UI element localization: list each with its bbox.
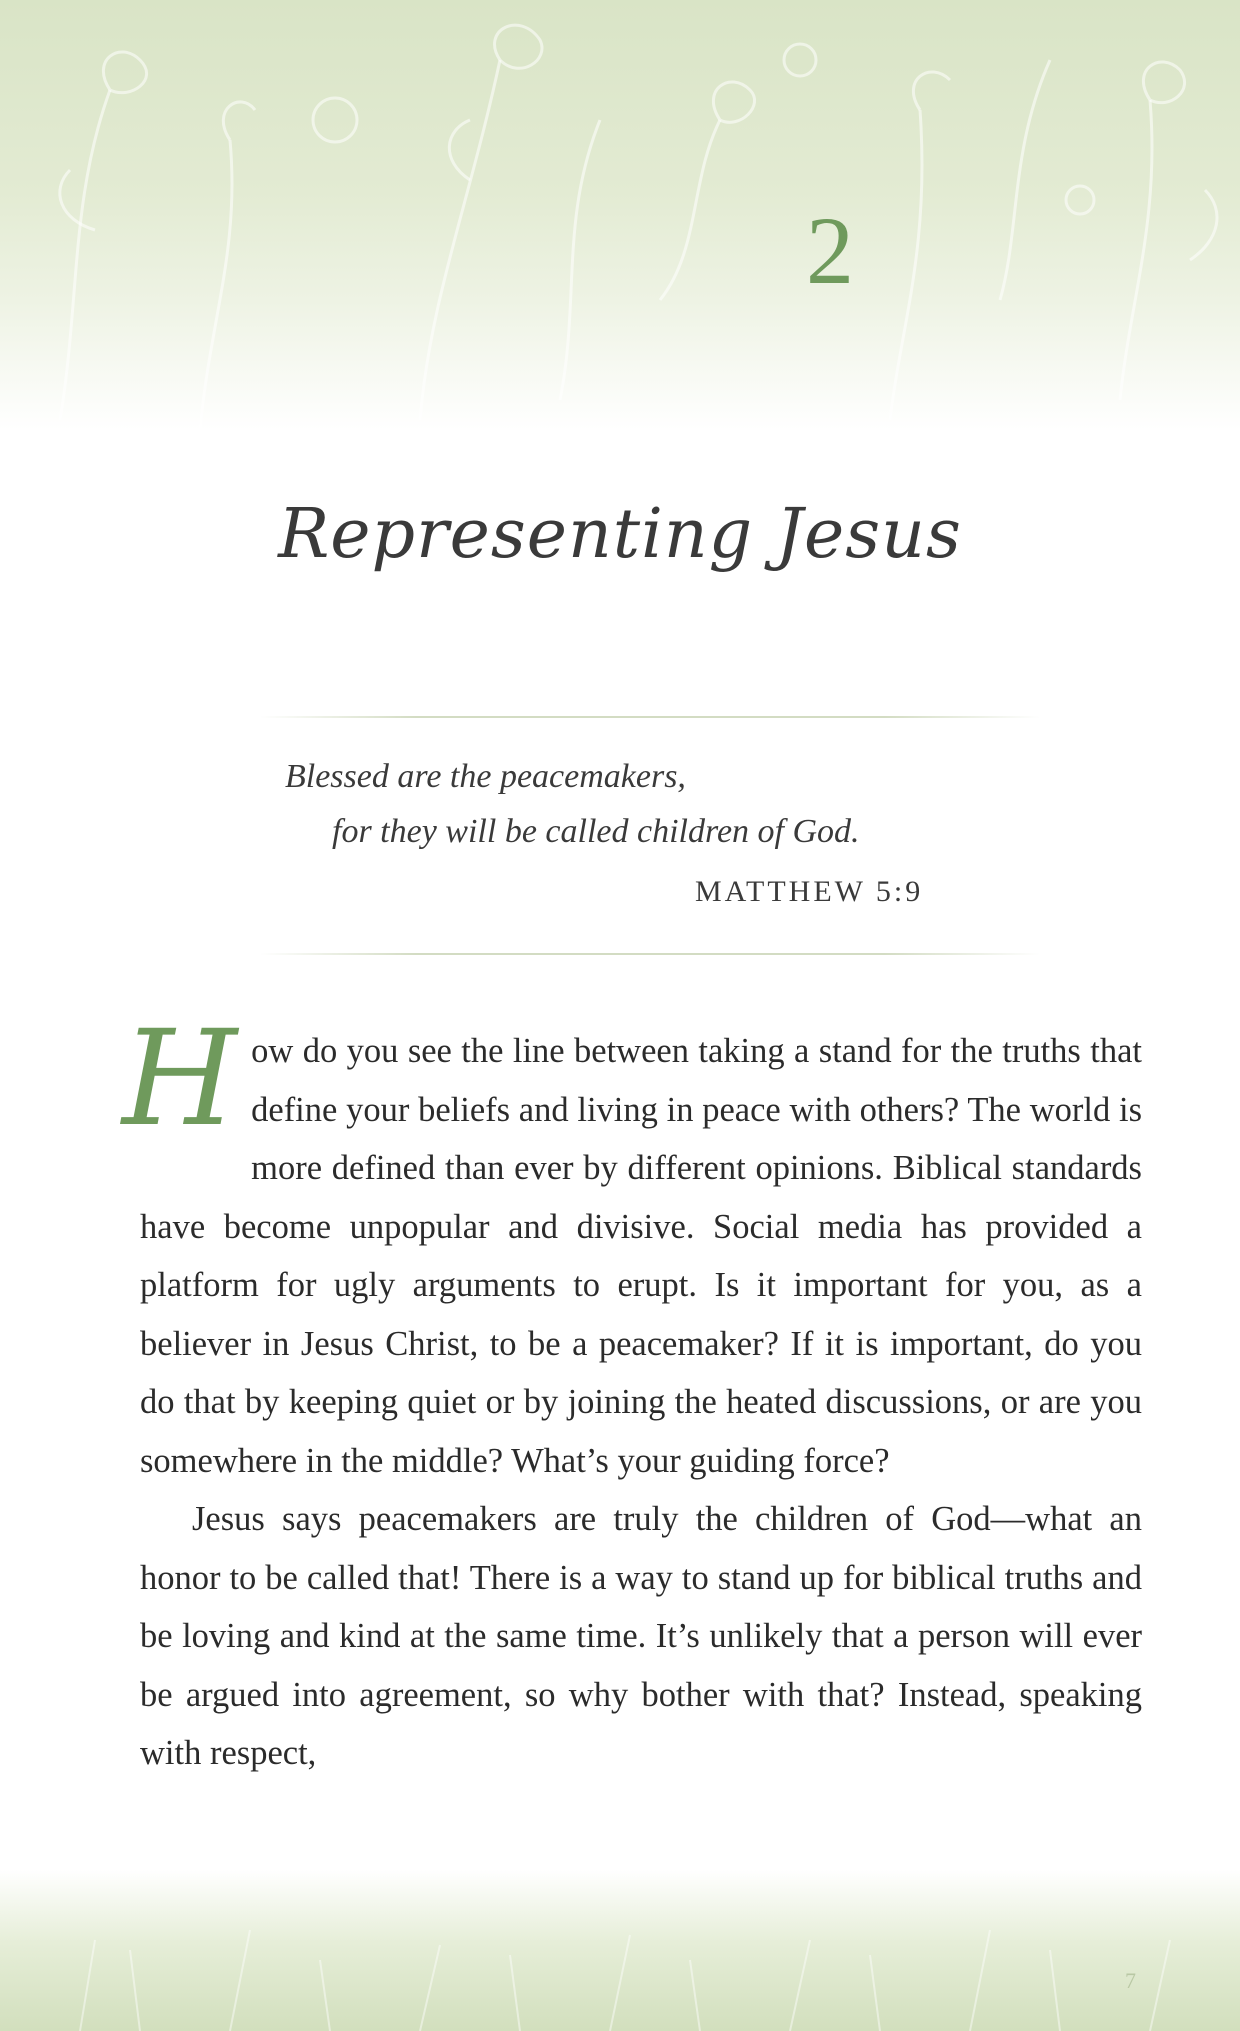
- grass-footer-band: [0, 1870, 1240, 2031]
- chapter-number: 2: [806, 197, 854, 304]
- epigraph-line-1: Blessed are the peacemakers,: [285, 758, 686, 795]
- grass-illustration: [0, 1870, 1240, 2031]
- chapter-title: Representing Jesus: [278, 495, 962, 574]
- divider-top: [260, 716, 1040, 718]
- botanical-illustration: [0, 0, 1240, 430]
- paragraph-1: [122, 1002, 1142, 1490]
- page-number: 7: [1125, 1968, 1136, 1993]
- epigraph-line-2: for they will be called children of God.: [332, 813, 860, 850]
- epigraph-reference: MATTHEW 5:9: [695, 875, 924, 908]
- drop-cap: H: [122, 1002, 238, 1156]
- paragraph-2: Jesus says peacemakers are truly the children of God—what an honor to be called that! There is a way to stand up for biblical truths and be loving and kind at the same time. It’s unlikely that a person will ever be argued into agreement, so why bother with that? Instead, speaking with respect,: [140, 1500, 1142, 1772]
- divider-bottom: [260, 953, 1040, 955]
- body-text: [122, 1002, 1142, 1783]
- paragraph-1-text: ow do you see the line between taking a stand for the truths that define your beliefs and living in peace with others? The world is more defined than ever by different opinions. Biblical standards have become unpopular and divisive. Social media has provided a platform for ugly arguments to erupt. Is it important for you, as a believer in Jesus Christ, to be a peacemaker? If it is important, do you do that by keeping quiet or by joining the heated discussions, or are you somewhere in the middle? What’s your guiding force?: [140, 1032, 1142, 1480]
- floral-header-band: [0, 0, 1240, 430]
